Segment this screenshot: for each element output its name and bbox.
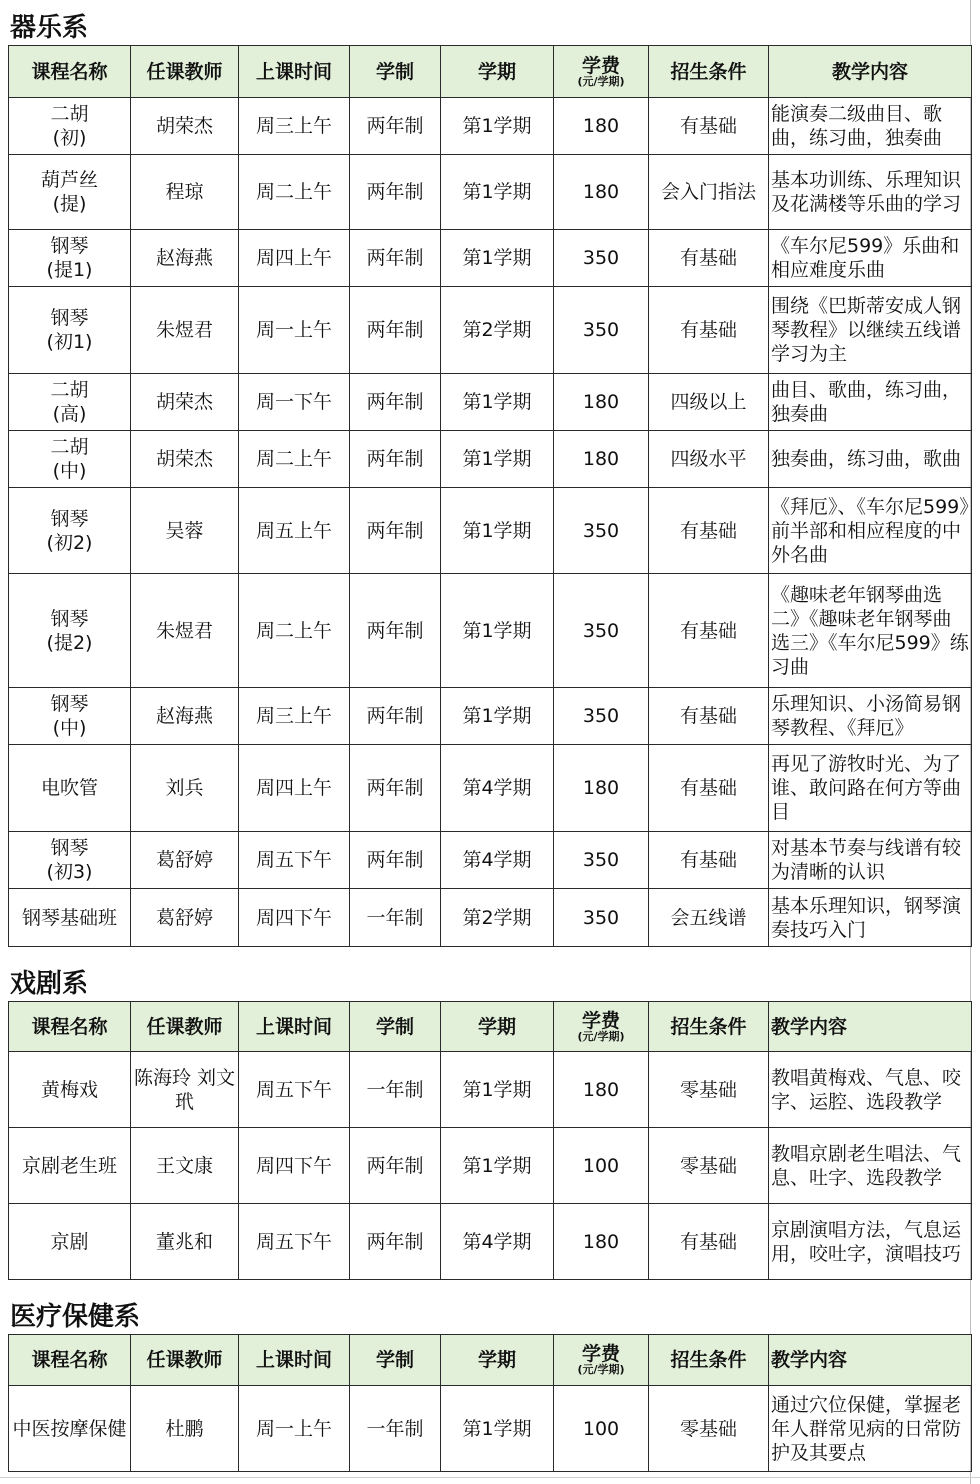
content: 教唱京剧老生唱法、气息、吐字、选段教学 <box>769 1128 972 1204</box>
condition: 有基础 <box>649 230 769 287</box>
teacher: 赵海燕 <box>131 230 239 287</box>
header-fee-unit: (元/学期) <box>577 74 625 88</box>
condition: 会五线谱 <box>649 889 769 947</box>
content: 曲目、歌曲，练习曲，独奏曲 <box>769 374 972 431</box>
content: 基本功训练、乐理知识及花满楼等乐曲的学习 <box>769 155 972 230</box>
class-time: 周一上午 <box>239 287 350 374</box>
course-name: 钢琴 (提2) <box>9 574 131 688</box>
class-time: 周二上午 <box>239 431 350 488</box>
header-content: 教学内容 <box>769 1335 972 1386</box>
semester: 第1学期 <box>441 98 554 155</box>
section-title-drama: 戏剧系 <box>10 969 89 999</box>
system: 两年制 <box>350 488 441 574</box>
content: 通过穴位保健，掌握老年人群常见病的日常防护及其要点 <box>769 1386 972 1472</box>
course-name: 钢琴 (初3) <box>9 832 131 889</box>
header-semester: 学期 <box>441 1335 554 1386</box>
fee: 350 <box>554 574 649 688</box>
condition: 会入门指法 <box>649 155 769 230</box>
fee: 180 <box>554 1052 649 1128</box>
teacher: 陈海玲 刘文玳 <box>131 1052 239 1128</box>
course-name: 黄梅戏 <box>9 1052 131 1128</box>
table-row <box>9 688 972 745</box>
system: 两年制 <box>350 1204 441 1280</box>
fee: 180 <box>554 155 649 230</box>
course-name: 电吹管 <box>9 745 131 832</box>
content: 能演奏二级曲目、歌曲，练习曲，独奏曲 <box>769 98 972 155</box>
header-course-name: 课程名称 <box>9 46 131 98</box>
semester: 第1学期 <box>441 1386 554 1472</box>
content: 《车尔尼599》乐曲和相应难度乐曲 <box>769 230 972 287</box>
table-row <box>9 745 972 832</box>
class-time: 周五上午 <box>239 488 350 574</box>
teacher: 胡荣杰 <box>131 431 239 488</box>
system: 一年制 <box>350 889 441 947</box>
course-name: 钢琴基础班 <box>9 889 131 947</box>
header-class-time: 上课时间 <box>239 1002 350 1052</box>
table-row <box>9 374 972 431</box>
system: 两年制 <box>350 287 441 374</box>
course-name: 京剧老生班 <box>9 1128 131 1204</box>
teacher: 程琼 <box>131 155 239 230</box>
table-row <box>9 1204 972 1280</box>
content: 京剧演唱方法，气息运用，咬吐字，演唱技巧 <box>769 1204 972 1280</box>
condition: 有基础 <box>649 688 769 745</box>
teacher: 刘兵 <box>131 745 239 832</box>
fee: 350 <box>554 230 649 287</box>
header-condition: 招生条件 <box>649 1002 769 1052</box>
header-teacher: 任课教师 <box>131 1002 239 1052</box>
fee: 180 <box>554 374 649 431</box>
course-table-instrumental <box>8 45 972 947</box>
table-row <box>9 98 972 155</box>
course-name: 京剧 <box>9 1204 131 1280</box>
header-system: 学制 <box>350 1335 441 1386</box>
system: 两年制 <box>350 155 441 230</box>
fee: 350 <box>554 688 649 745</box>
fee: 350 <box>554 488 649 574</box>
header-fee-label: 学费 <box>581 1343 620 1365</box>
teacher: 葛舒婷 <box>131 889 239 947</box>
system: 两年制 <box>350 98 441 155</box>
semester: 第1学期 <box>441 1128 554 1204</box>
class-time: 周二上午 <box>239 574 350 688</box>
semester: 第4学期 <box>441 1204 554 1280</box>
condition: 有基础 <box>649 488 769 574</box>
class-time: 周四下午 <box>239 889 350 947</box>
course-table-healthcare <box>8 1334 972 1472</box>
header-fee-unit: (元/学期) <box>577 1029 625 1043</box>
class-time: 周二上午 <box>239 155 350 230</box>
page-bottom-divider <box>0 1477 980 1478</box>
semester: 第1学期 <box>441 1052 554 1128</box>
table-row <box>9 1386 972 1472</box>
header-system: 学制 <box>350 46 441 98</box>
course-name: 钢琴 (初2) <box>9 488 131 574</box>
class-time: 周三上午 <box>239 98 350 155</box>
class-time: 周一下午 <box>239 374 350 431</box>
header-fee <box>554 46 649 98</box>
class-time: 周五下午 <box>239 832 350 889</box>
class-time: 周五下午 <box>239 1052 350 1128</box>
course-name: 钢琴 (中) <box>9 688 131 745</box>
fee: 180 <box>554 98 649 155</box>
table-row <box>9 1052 972 1128</box>
content: 围绕《巴斯蒂安成人钢琴教程》以继续五线谱学习为主 <box>769 287 972 374</box>
semester: 第1学期 <box>441 688 554 745</box>
table-row <box>9 230 972 287</box>
section-title-healthcare: 医疗保健系 <box>10 1302 141 1332</box>
content: 基本乐理知识，钢琴演奏技巧入门 <box>769 889 972 947</box>
header-system: 学制 <box>350 1002 441 1052</box>
teacher: 胡荣杰 <box>131 374 239 431</box>
fee: 100 <box>554 1128 649 1204</box>
table-header-row <box>9 1002 972 1052</box>
header-teacher: 任课教师 <box>131 46 239 98</box>
teacher: 葛舒婷 <box>131 832 239 889</box>
header-course-name: 课程名称 <box>9 1002 131 1052</box>
teacher: 朱煜君 <box>131 287 239 374</box>
header-condition: 招生条件 <box>649 46 769 98</box>
header-content: 教学内容 <box>769 46 972 98</box>
header-course-name: 课程名称 <box>9 1335 131 1386</box>
semester: 第1学期 <box>441 431 554 488</box>
condition: 有基础 <box>649 832 769 889</box>
system: 两年制 <box>350 431 441 488</box>
content: 《拜厄》、《车尔尼599》前半部和相应程度的中外名曲 <box>769 488 972 574</box>
semester: 第1学期 <box>441 574 554 688</box>
semester: 第1学期 <box>441 230 554 287</box>
semester: 第1学期 <box>441 374 554 431</box>
teacher: 赵海燕 <box>131 688 239 745</box>
header-fee-label: 学费 <box>581 1009 620 1032</box>
teacher: 杜鹏 <box>131 1386 239 1472</box>
condition: 有基础 <box>649 98 769 155</box>
teacher: 吴蓉 <box>131 488 239 574</box>
header-content: 教学内容 <box>769 1002 972 1052</box>
class-time: 周一上午 <box>239 1386 350 1472</box>
content: 再见了游牧时光、为了谁、敢问路在何方等曲目 <box>769 745 972 832</box>
class-time: 周五下午 <box>239 1204 350 1280</box>
table-row <box>9 155 972 230</box>
system: 两年制 <box>350 688 441 745</box>
content: 对基本节奏与线谱有较为清晰的认识 <box>769 832 972 889</box>
content: 《趣味老年钢琴曲选二》《趣味老年钢琴曲选三》《车尔尼599》练习曲 <box>769 574 972 688</box>
semester: 第2学期 <box>441 287 554 374</box>
fee: 350 <box>554 287 649 374</box>
header-condition: 招生条件 <box>649 1335 769 1386</box>
teacher: 董兆和 <box>131 1204 239 1280</box>
fee: 180 <box>554 1204 649 1280</box>
semester: 第1学期 <box>441 488 554 574</box>
condition: 零基础 <box>649 1128 769 1204</box>
condition: 有基础 <box>649 1204 769 1280</box>
fee: 350 <box>554 889 649 947</box>
course-name: 二胡 (高) <box>9 374 131 431</box>
condition: 四级以上 <box>649 374 769 431</box>
condition: 四级水平 <box>649 431 769 488</box>
fee: 180 <box>554 431 649 488</box>
header-fee <box>554 1335 649 1386</box>
table-header-row <box>9 1335 972 1386</box>
system: 两年制 <box>350 832 441 889</box>
class-time: 周四下午 <box>239 1128 350 1204</box>
table-row <box>9 488 972 574</box>
course-name: 葫芦丝 (提) <box>9 155 131 230</box>
table-row <box>9 1128 972 1204</box>
condition: 零基础 <box>649 1386 769 1472</box>
table-row <box>9 832 972 889</box>
fee: 350 <box>554 832 649 889</box>
system: 一年制 <box>350 1052 441 1128</box>
header-fee-label: 学费 <box>581 54 620 77</box>
header-fee <box>554 1002 649 1052</box>
condition: 零基础 <box>649 1052 769 1128</box>
table-row <box>9 287 972 374</box>
course-name: 钢琴 (提1) <box>9 230 131 287</box>
table-row <box>9 574 972 688</box>
teacher: 朱煜君 <box>131 574 239 688</box>
header-semester: 学期 <box>441 1002 554 1052</box>
condition: 有基础 <box>649 574 769 688</box>
table-row <box>9 431 972 488</box>
teacher: 胡荣杰 <box>131 98 239 155</box>
table-header-row <box>9 46 972 98</box>
system: 两年制 <box>350 1128 441 1204</box>
header-class-time: 上课时间 <box>239 1335 350 1386</box>
fee: 100 <box>554 1386 649 1472</box>
course-table-drama <box>8 1001 972 1280</box>
system: 两年制 <box>350 230 441 287</box>
header-semester: 学期 <box>441 46 554 98</box>
class-time: 周四上午 <box>239 230 350 287</box>
condition: 有基础 <box>649 287 769 374</box>
semester: 第4学期 <box>441 745 554 832</box>
course-name: 二胡 (初) <box>9 98 131 155</box>
system: 两年制 <box>350 374 441 431</box>
course-name: 钢琴 (初1) <box>9 287 131 374</box>
content: 教唱黄梅戏、气息、咬字、运腔、选段教学 <box>769 1052 972 1128</box>
content: 独奏曲，练习曲，歌曲 <box>769 431 972 488</box>
content: 乐理知识、小汤简易钢琴教程、《拜厄》 <box>769 688 972 745</box>
header-class-time: 上课时间 <box>239 46 350 98</box>
system: 一年制 <box>350 1386 441 1472</box>
class-time: 周四上午 <box>239 745 350 832</box>
course-name: 中医按摩保健 <box>9 1386 131 1472</box>
teacher: 王文康 <box>131 1128 239 1204</box>
system: 两年制 <box>350 745 441 832</box>
course-name: 二胡 (中) <box>9 431 131 488</box>
class-time: 周三上午 <box>239 688 350 745</box>
semester: 第1学期 <box>441 155 554 230</box>
fee: 180 <box>554 745 649 832</box>
semester: 第2学期 <box>441 889 554 947</box>
section-title-instrumental: 器乐系 <box>10 13 89 43</box>
system: 两年制 <box>350 574 441 688</box>
header-fee-unit: (元/学期) <box>577 1363 625 1376</box>
semester: 第4学期 <box>441 832 554 889</box>
header-teacher: 任课教师 <box>131 1335 239 1386</box>
condition: 有基础 <box>649 745 769 832</box>
table-row <box>9 889 972 947</box>
